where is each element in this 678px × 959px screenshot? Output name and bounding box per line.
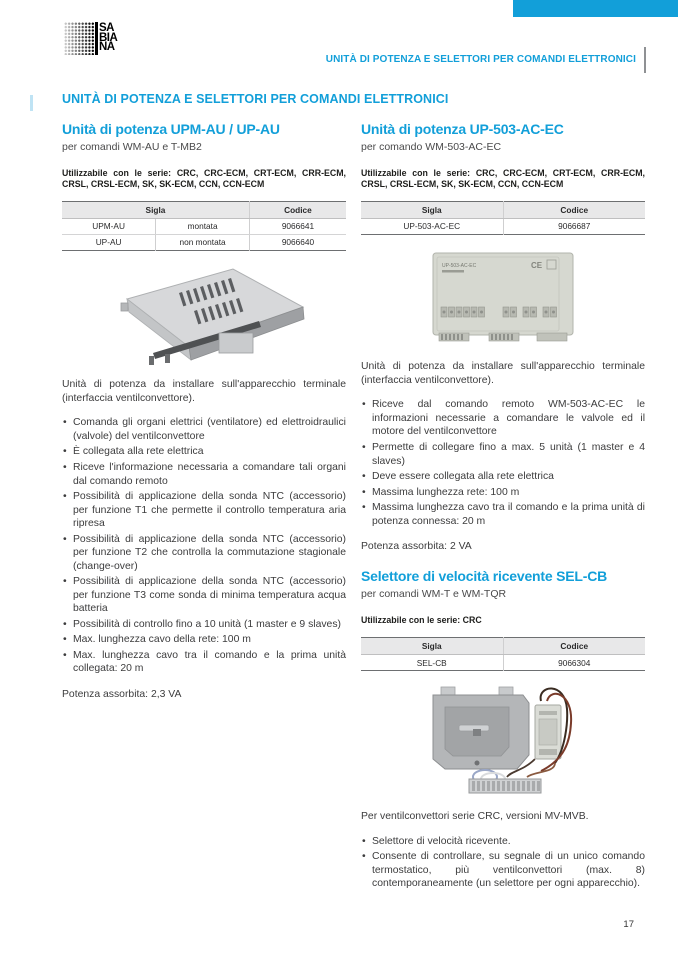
section-subtitle: per comandi WM-T e WM-TQR — [361, 588, 507, 601]
section-title-sel-cb: Selettore di velocità ricevente SEL-CB — [361, 568, 608, 585]
cell-sigla: UP-503-AC-EC — [403, 221, 461, 232]
upm-au-spec-table — [62, 201, 346, 251]
running-header-rule — [644, 47, 646, 73]
cell-variant: montata — [156, 218, 250, 234]
cell-variant: non montata — [156, 234, 250, 250]
feature-list — [361, 398, 645, 528]
table-row — [62, 218, 346, 234]
feature-item: • Permette di collegare fino a max. 5 unità (1 master e 4 slaves) — [361, 441, 645, 468]
section-intro: Per ventilconvettori serie CRC, versioni MV-MVB. — [361, 811, 589, 823]
compatible-series: Utilizzabile con le serie: CRC, CRC-ECM, CRT-ECM, CRR-ECM, CRSL, CRSL-ECM, SK, SK-ECM, CCN, CCN-ECM — [62, 168, 346, 189]
cell-codice: 9066687 — [503, 218, 645, 234]
cell-sigla: UP-AU — [95, 237, 122, 248]
table-header-codice: Codice — [503, 201, 645, 218]
feature-item: • Max. lunghezza cavo della rete: 100 m — [62, 633, 346, 647]
feature-item: • Massima lunghezza cavo tra il comando e la prima unità di potenza connessa: 20 m — [361, 501, 645, 528]
up-503-product-photo — [361, 245, 645, 349]
section-subtitle: per comandi WM-AU e T-MB2 — [62, 141, 202, 153]
compatible-series: Utilizzabile con le serie: CRC, CRC-ECM, CRT-ECM, CRR-ECM, CRSL, CRSL-ECM, SK, SK-ECM, CCN, CCN-ECM — [361, 168, 645, 189]
page-number: 17 — [623, 919, 634, 930]
feature-list — [361, 835, 645, 891]
cell-codice: 9066641 — [249, 218, 346, 234]
top-accent-bar — [513, 0, 678, 17]
feature-item: • Comanda gli organi elettrici (ventilatore) ed elettroidraulici (valvole) del ventilconvettore — [62, 416, 346, 443]
logo-line: BIA — [99, 31, 118, 45]
din-module-illustration — [427, 247, 579, 347]
table-header-codice: Codice — [249, 201, 346, 218]
logo-wordmark — [98, 22, 117, 55]
upm-au-product-photo — [62, 259, 346, 367]
speed-selector-illustration — [415, 679, 591, 799]
feature-list — [62, 416, 346, 675]
feature-item: • Possibilità di applicazione della sonda NTC (accessorio) per funzione T2 che controlla la commutazione stagionale (change-over) — [62, 533, 346, 574]
sabiana-logo — [64, 22, 117, 55]
feature-item: • Max. lunghezza cavo tra il comando e la prima unità collegata: 20 m — [62, 649, 346, 676]
left-column — [62, 121, 346, 700]
cell-sigla: UPM-AU — [62, 218, 156, 234]
feature-item: • Selettore di velocità ricevente. — [361, 835, 645, 849]
sel-cb-spec-table — [361, 637, 645, 671]
table-header-codice: Codice — [503, 638, 645, 655]
table-header-sigla: Sigla — [62, 201, 249, 218]
section-title-upm-au: Unità di potenza UPM-AU / UP-AU — [62, 121, 280, 137]
power-consumption: Potenza assorbita: 2 VA — [361, 541, 472, 553]
feature-item: • Possibilità di applicazione della sonda NTC (accessorio) per funzione T3 come sonda di minima temperatura acqua batteria — [62, 575, 346, 616]
table-row — [361, 655, 645, 671]
compatible-series: Utilizzabile con le serie: CRC — [361, 615, 482, 626]
right-column — [361, 121, 645, 893]
table-row — [62, 234, 346, 250]
feature-item: • Possibilità di controllo fino a 10 unità (1 master e 9 slaves) — [62, 618, 346, 632]
feature-item: • Riceve dal comando remoto WM-503-AC-EC le informazioni necessarie a comandare le valvole ed il motore del ventilconvettore — [361, 398, 645, 439]
section-title-up-503: Unità di potenza UP-503-AC-EC — [361, 121, 564, 137]
feature-item: • Deve essere collegata alla rete elettrica — [361, 470, 645, 484]
cell-sigla: SEL-CB — [416, 657, 447, 668]
cell-codice: 9066304 — [503, 655, 645, 671]
ce-mark: CE — [531, 260, 543, 270]
feature-item: • Massima lunghezza rete: 100 m — [361, 486, 645, 500]
running-header: UNITÀ DI POTENZA E SELETTORI PER COMANDI ELETTRONICI — [325, 54, 636, 65]
section-intro: Unità di potenza da installare sull'apparecchio terminale (interfaccia ventilconvettore). — [361, 360, 645, 386]
table-row — [361, 218, 645, 234]
logo-line: SA — [99, 21, 114, 35]
section-subtitle: per comando WM-503-AC-EC — [361, 141, 502, 153]
page-title: UNITÀ DI POTENZA E SELETTORI PER COMANDI ELETTRONICI — [62, 92, 449, 106]
section-intro: Unità di potenza da installare sull'apparecchio terminale (interfaccia ventilconvettore). — [62, 378, 346, 404]
cell-codice: 9066640 — [249, 234, 346, 250]
logo-halftone-pattern — [64, 22, 98, 55]
feature-item: • Possibilità di applicazione della sonda NTC (accessorio) per funzione T1 che permette il controllo temperatura aria ripresa — [62, 490, 346, 531]
device-label: UP-503-AC-EC — [442, 262, 477, 269]
feature-item: • È collegata alla rete elettrica — [62, 445, 346, 459]
up-503-spec-table — [361, 201, 645, 235]
sel-cb-product-photo — [361, 679, 645, 799]
feature-item: • Consente di controllare, su segnale di un unico comando termostatico, più ventilconvettori (max. 8) contemporaneamente (un selettore per ogni apparecchio). — [361, 850, 645, 891]
table-header-sigla: Sigla — [361, 638, 503, 655]
logo-line: NA — [99, 40, 115, 54]
title-tick-mark — [30, 95, 33, 111]
power-consumption: Potenza assorbita: 2,3 VA — [62, 688, 182, 700]
table-header-sigla: Sigla — [361, 201, 503, 218]
metal-power-unit-illustration — [91, 259, 317, 367]
feature-item: • Riceve l'informazione necessaria a comandare tali organi dal comando remoto — [62, 461, 346, 488]
